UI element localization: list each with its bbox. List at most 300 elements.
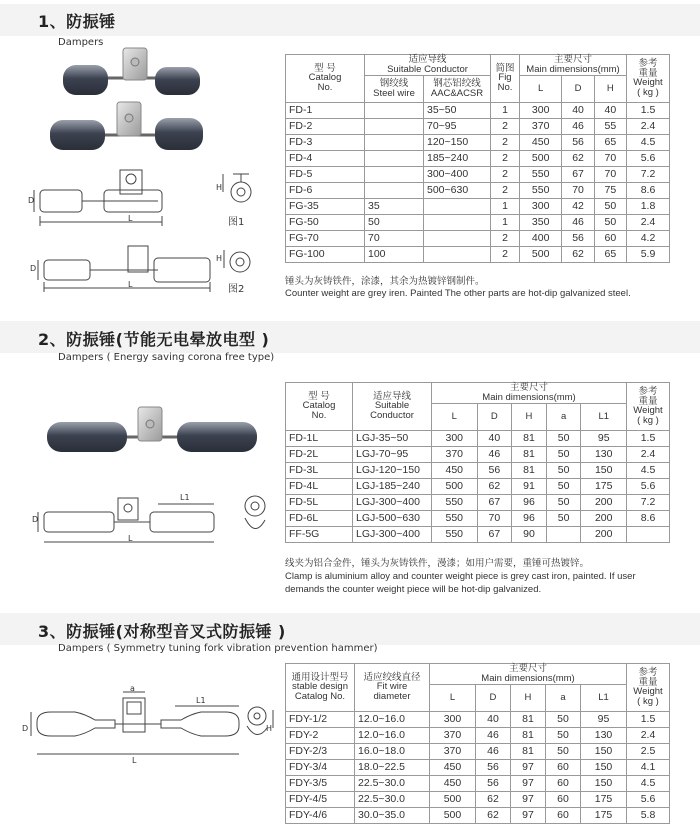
table-cell: 56: [477, 462, 512, 478]
t3-col-type-en2: Catalog No.: [294, 691, 346, 703]
table-cell: 2: [491, 230, 520, 246]
section1-note-cn: 锤头为灰铸铁件，涂漆，其余为热镀锌钢制件。: [285, 276, 485, 287]
table-row: [286, 198, 670, 214]
table-cell: [627, 526, 670, 542]
table-cell: 50: [546, 743, 581, 759]
table-cell: 81: [510, 727, 545, 743]
table-cell: 200: [581, 494, 627, 510]
table-cell: 1.8: [627, 198, 670, 214]
section2-title: 2、防振锤(节能无电晕放电型 ): [38, 330, 270, 349]
table-cell: FG-70: [286, 230, 365, 246]
table-cell: 60: [594, 230, 626, 246]
col-dim-header: [520, 55, 627, 76]
table-row: [286, 727, 670, 743]
table-cell: 8.6: [627, 510, 670, 526]
table-cell: 62: [475, 807, 510, 823]
section3-subtitle: Dampers ( Symmetry tuning fork vibration prevention hammer): [58, 643, 378, 654]
table-cell: 22.5~30.0: [355, 775, 430, 791]
table-cell: 62: [562, 150, 594, 166]
table-cell: 46: [477, 446, 512, 462]
table-cell: 40: [477, 430, 512, 446]
section1-title: 1、防振锤: [38, 12, 116, 31]
table-cell: [424, 198, 491, 214]
t2-col-cond-header: [353, 383, 432, 431]
t2-col-type-no: No.: [311, 410, 327, 422]
table-cell: 46: [475, 743, 510, 759]
col-weight-en: Weight: [633, 77, 663, 89]
section1-note-en: Counter weight are grey iren. Painted The other parts are hot-dip galvanized steel.: [285, 288, 631, 299]
table-cell: 50: [546, 727, 581, 743]
s2-dim-label-D: D: [32, 515, 39, 524]
section3-title: 3、防振锤(对称型音叉式防振锤 ): [38, 622, 286, 641]
table-cell: 56: [475, 775, 510, 791]
t3-col-type-header: [286, 664, 355, 712]
table-cell: 81: [512, 462, 547, 478]
table-row: [286, 743, 670, 759]
table-cell: 1.5: [627, 102, 670, 118]
col-type-en: Catalog: [308, 72, 342, 84]
table-cell: 300: [432, 430, 478, 446]
s3-dim-label-D: D: [22, 724, 29, 733]
table-cell: 96: [512, 510, 547, 526]
table-cell: FD-2: [286, 118, 365, 134]
table-row: [286, 791, 670, 807]
table-cell: 1: [491, 102, 520, 118]
table-cell: 370: [520, 118, 562, 134]
damper-photo-1: [55, 40, 205, 105]
table-cell: 50: [365, 214, 424, 230]
table-cell: 370: [430, 727, 476, 743]
table-cell: 5.6: [627, 478, 670, 494]
table-cell: 95: [581, 711, 627, 727]
col-steel-en: Steel wire: [373, 87, 415, 99]
s2-dim-label-L1: L1: [180, 493, 190, 502]
col-type-header: [286, 55, 365, 103]
table-cell: 2: [491, 166, 520, 182]
table-cell: 150: [581, 759, 627, 775]
table-cell: 56: [562, 230, 594, 246]
table-cell: 12.0~16.0: [355, 711, 430, 727]
drawing-section2: [30, 490, 275, 550]
table-cell: 4.5: [627, 462, 670, 478]
table-cell: 1.5: [627, 430, 670, 446]
col-steel-header: [365, 75, 424, 102]
t3-col-dim-en: Main dimensions(mm): [481, 672, 575, 684]
t2-col-type-header: [286, 383, 353, 431]
table-row: [286, 807, 670, 823]
table-cell: 35~50: [424, 102, 491, 118]
table-cell: 50: [546, 494, 581, 510]
col-type-cn: 型 号: [314, 62, 336, 74]
t2-col-weight-cn1: 参考: [638, 385, 658, 397]
table-cell: [365, 166, 424, 182]
table-cell: FD-4L: [286, 478, 353, 494]
table-cell: LGJ-185~240: [353, 478, 432, 494]
table-cell: 500~630: [424, 182, 491, 198]
t2-col-dim-header: [432, 383, 627, 404]
table-cell: 300: [520, 198, 562, 214]
t3-col-a-header: a: [546, 684, 581, 711]
t2-col-L-header: L: [432, 403, 478, 430]
section2-note-en2: demands the counter weight piece will be hot-dip galvanized.: [285, 584, 542, 595]
table-cell: 70: [594, 166, 626, 182]
table-cell: 2: [491, 134, 520, 150]
table-cell: LGJ-500~630: [353, 510, 432, 526]
fig2-dim-label-D: D: [30, 264, 37, 273]
table-cell: 90: [512, 526, 547, 542]
section2-note-en1: Clamp is aluminium alloy and counter weight piece is grey cast iron, painted. If user: [285, 571, 636, 582]
t3-col-L1-header: L1: [581, 684, 627, 711]
table-cell: FD-3: [286, 134, 365, 150]
table-cell: 550: [520, 166, 562, 182]
table-cell: 400: [520, 230, 562, 246]
table-cell: [365, 102, 424, 118]
t2-col-cond-en2: Conductor: [370, 410, 414, 422]
table-cell: 120~150: [424, 134, 491, 150]
t3-col-cond-header: [355, 664, 430, 712]
table-cell: 81: [512, 446, 547, 462]
table-row: [286, 134, 670, 150]
table-cell: 2: [491, 150, 520, 166]
t2-col-a-header: a: [546, 403, 581, 430]
table-cell: 42: [562, 198, 594, 214]
t3-col-cond-cn: 适应绞线直径: [363, 671, 421, 683]
table-cell: FD-6L: [286, 510, 353, 526]
t2-col-weight-header: [627, 383, 670, 431]
t2-col-L1-header: L1: [581, 403, 627, 430]
table-cell: 175: [581, 807, 627, 823]
table-cell: 96: [512, 494, 547, 510]
table-cell: 70: [562, 182, 594, 198]
table-row: [286, 150, 670, 166]
table-row: [286, 775, 670, 791]
table-cell: 175: [581, 791, 627, 807]
table-row: [286, 214, 670, 230]
t3-col-type-en1: stable design: [292, 681, 348, 693]
table-cell: 50: [546, 462, 581, 478]
fig1-label: 图1: [228, 217, 245, 228]
spec-table-2: [285, 382, 670, 543]
table-cell: 370: [430, 743, 476, 759]
table-cell: 50: [546, 510, 581, 526]
table-cell: 70: [594, 150, 626, 166]
table-cell: 1: [491, 214, 520, 230]
table-cell: 2: [491, 118, 520, 134]
table-row: [286, 478, 670, 494]
table-cell: 35: [365, 198, 424, 214]
fig2-dim-label-L: L: [128, 280, 133, 289]
table-cell: 500: [432, 478, 478, 494]
s3-dim-label-L1: L1: [196, 696, 206, 705]
table-cell: FDY-4/5: [286, 791, 355, 807]
table-row: [286, 230, 670, 246]
t2-col-H-header: H: [512, 403, 547, 430]
table-cell: 62: [562, 246, 594, 262]
s2-dim-label-L: L: [128, 534, 133, 543]
t3-col-H-header: H: [510, 684, 545, 711]
table-cell: 81: [510, 711, 545, 727]
table-cell: 70: [477, 510, 512, 526]
col-fig-no: No.: [497, 82, 513, 94]
t3-col-weight-unit: ( kg ): [637, 696, 659, 708]
table-cell: 70: [365, 230, 424, 246]
col-weight-cn1: 参考: [638, 57, 658, 69]
table-cell: 500: [430, 807, 476, 823]
col-cond-header: [365, 55, 491, 76]
t2-col-weight-cn2: 重量: [638, 395, 658, 407]
table-cell: FDY-3/5: [286, 775, 355, 791]
table-row: [286, 526, 670, 542]
table-cell: 60: [546, 807, 581, 823]
table-row: [286, 446, 670, 462]
t3-col-type-cn: 通用设计型号: [291, 671, 349, 683]
table-cell: FD-1L: [286, 430, 353, 446]
table-cell: 450: [430, 759, 476, 775]
table-cell: 18.0~22.5: [355, 759, 430, 775]
table-cell: 67: [477, 494, 512, 510]
col-steel-cn: 钢绞线: [379, 77, 409, 89]
table-cell: FG-50: [286, 214, 365, 230]
table-cell: 5.6: [627, 150, 670, 166]
table-cell: 550: [432, 510, 478, 526]
col-dim-cn: 主要尺寸: [553, 54, 592, 65]
section1-subtitle: Dampers: [58, 37, 104, 48]
table-cell: 4.5: [627, 775, 670, 791]
t2-col-dim-cn: 主要尺寸: [509, 382, 548, 393]
col-fig-en: Fig: [498, 72, 512, 84]
table-cell: 60: [546, 791, 581, 807]
col-aac-en: AAC&ACSR: [430, 87, 484, 99]
t3-col-dim-header: [430, 664, 627, 685]
table-cell: 450: [432, 462, 478, 478]
table-cell: FDY-2: [286, 727, 355, 743]
spec-table-3: [285, 663, 670, 824]
table-cell: 81: [512, 430, 547, 446]
table-cell: LGJ-120~150: [353, 462, 432, 478]
fig2-dim-label-H: H: [216, 254, 223, 263]
table-cell: 350: [520, 214, 562, 230]
t3-col-cond-en: Fit wire diameter: [373, 681, 411, 703]
table-cell: FD-5: [286, 166, 365, 182]
table-row: [286, 711, 670, 727]
table-cell: 4.5: [627, 134, 670, 150]
table-cell: 450: [520, 134, 562, 150]
table-cell: FD-6: [286, 182, 365, 198]
col-weight-cn2: 重量: [638, 67, 658, 79]
table-cell: 300~400: [424, 166, 491, 182]
drawing-section3: [25, 680, 280, 765]
table-cell: 550: [432, 494, 478, 510]
table-cell: 16.0~18.0: [355, 743, 430, 759]
table-cell: FD-1: [286, 102, 365, 118]
table-row: [286, 510, 670, 526]
col-cond-cn: 适应导线: [408, 54, 447, 65]
table-row: [286, 430, 670, 446]
table-cell: 500: [520, 150, 562, 166]
table-cell: 97: [510, 775, 545, 791]
table-row: [286, 462, 670, 478]
table-cell: FDY-4/6: [286, 807, 355, 823]
table-cell: LGJ-300~400: [353, 494, 432, 510]
table-cell: 200: [581, 510, 627, 526]
table-cell: 5.9: [627, 246, 670, 262]
t3-col-weight-header: [627, 664, 670, 712]
s3-dim-label-L: L: [132, 756, 137, 765]
table-cell: 7.2: [627, 494, 670, 510]
table-cell: 50: [594, 214, 626, 230]
table-cell: 67: [562, 166, 594, 182]
table-cell: 46: [475, 727, 510, 743]
dim-label-L: L: [128, 214, 133, 223]
t2-col-weight-unit: ( kg ): [637, 415, 659, 427]
fig2-label: 图2: [228, 284, 245, 295]
t2-col-dim-en: Main dimensions(mm): [482, 391, 576, 403]
t2-col-D-header: D: [477, 403, 512, 430]
table-row: [286, 118, 670, 134]
table-row: [286, 166, 670, 182]
table-cell: 46: [562, 118, 594, 134]
t2-col-type-cn: 型 号: [308, 390, 330, 402]
table-cell: FDY-3/4: [286, 759, 355, 775]
table-cell: 4.1: [627, 759, 670, 775]
table-cell: 65: [594, 134, 626, 150]
table-cell: 67: [477, 526, 512, 542]
col-weight-header: [627, 55, 670, 103]
t2-col-type-en: Catalog: [302, 400, 336, 412]
table-cell: FDY-1/2: [286, 711, 355, 727]
table-cell: FD-4: [286, 150, 365, 166]
table-cell: 130: [581, 727, 627, 743]
table-cell: FD-3L: [286, 462, 353, 478]
table-cell: 8.6: [627, 182, 670, 198]
table-cell: 2.4: [627, 727, 670, 743]
table-cell: 4.2: [627, 230, 670, 246]
col-type-no: No.: [317, 82, 333, 94]
table-row: [286, 759, 670, 775]
table-cell: 50: [546, 430, 581, 446]
t3-col-weight-cn2: 重量: [638, 676, 658, 688]
table-cell: 175: [581, 478, 627, 494]
table-cell: FG-100: [286, 246, 365, 262]
table-cell: 75: [594, 182, 626, 198]
table-row: [286, 494, 670, 510]
spec-table-1: [285, 54, 670, 263]
table-cell: LGJ-35~50: [353, 430, 432, 446]
table-cell: 97: [510, 807, 545, 823]
table-cell: 50: [546, 711, 581, 727]
t2-col-cond-cn: 适应导线: [372, 390, 411, 402]
table-cell: 22.5~30.0: [355, 791, 430, 807]
s3-dim-label-a: a: [130, 684, 135, 693]
table-cell: 70~95: [424, 118, 491, 134]
table-cell: 62: [477, 478, 512, 494]
damper-photo-2: [45, 100, 205, 155]
t2-col-weight-en: Weight: [633, 405, 663, 417]
col-L-header: L: [520, 75, 562, 102]
table-cell: 12.0~16.0: [355, 727, 430, 743]
col-aac-header: [424, 75, 491, 102]
table-cell: 300: [520, 102, 562, 118]
table-cell: LGJ-300~400: [353, 526, 432, 542]
table-cell: 56: [562, 134, 594, 150]
table-cell: 56: [475, 759, 510, 775]
table-cell: FD-5L: [286, 494, 353, 510]
dim-label-H: H: [216, 183, 223, 192]
table-cell: [365, 150, 424, 166]
table-cell: [546, 526, 581, 542]
table-cell: 40: [594, 102, 626, 118]
table-cell: 2.4: [627, 446, 670, 462]
table-cell: 7.2: [627, 166, 670, 182]
table-cell: [424, 246, 491, 262]
table-cell: 30.0~35.0: [355, 807, 430, 823]
table-cell: 500: [430, 791, 476, 807]
table-cell: 150: [581, 462, 627, 478]
col-aac-cn: 钢芯铝绞线: [433, 77, 481, 89]
table-cell: 65: [594, 246, 626, 262]
table-cell: 5.6: [627, 791, 670, 807]
table-cell: 1.5: [627, 711, 670, 727]
s3-dim-label-H: H: [266, 724, 273, 733]
table-cell: 40: [475, 711, 510, 727]
table-cell: 300: [430, 711, 476, 727]
t3-col-weight-en: Weight: [633, 686, 663, 698]
table-cell: 370: [432, 446, 478, 462]
col-fig-header: [491, 55, 520, 103]
table-cell: 150: [581, 743, 627, 759]
table-cell: 2.4: [627, 118, 670, 134]
table-cell: 55: [594, 118, 626, 134]
table-cell: 81: [510, 743, 545, 759]
table-cell: 5.8: [627, 807, 670, 823]
table-cell: 2: [491, 182, 520, 198]
col-D-header: D: [562, 75, 594, 102]
table-cell: 500: [520, 246, 562, 262]
dim-label-D: D: [28, 196, 35, 205]
table-cell: [424, 230, 491, 246]
table-cell: [365, 118, 424, 134]
table-cell: 100: [365, 246, 424, 262]
table-cell: 50: [594, 198, 626, 214]
col-cond-en: Suitable Conductor: [387, 63, 468, 75]
table-cell: 1: [491, 198, 520, 214]
table-cell: FG-35: [286, 198, 365, 214]
table-cell: 50: [546, 478, 581, 494]
table-cell: 60: [546, 759, 581, 775]
table-cell: [365, 134, 424, 150]
table-cell: 91: [512, 478, 547, 494]
table-cell: 46: [562, 214, 594, 230]
col-dim-en: Main dimensions(mm): [526, 63, 620, 75]
table-cell: [365, 182, 424, 198]
table-cell: LGJ-70~95: [353, 446, 432, 462]
table-cell: 550: [520, 182, 562, 198]
table-cell: 50: [546, 446, 581, 462]
table-cell: 185~240: [424, 150, 491, 166]
table-cell: 2.5: [627, 743, 670, 759]
table-cell: 40: [562, 102, 594, 118]
col-fig-cn: 简图: [495, 62, 515, 74]
t3-col-D-header: D: [475, 684, 510, 711]
table-cell: 150: [581, 775, 627, 791]
table-cell: 97: [510, 791, 545, 807]
col-weight-unit: ( kg ): [637, 87, 659, 99]
table-cell: 95: [581, 430, 627, 446]
table-cell: FD-2L: [286, 446, 353, 462]
table-cell: 450: [430, 775, 476, 791]
section2-note-cn: 线夹为铝合金件，锤头为灰铸铁件，漫漆；如用户需要，重锤可热镀锌。: [285, 558, 590, 569]
table-cell: 550: [432, 526, 478, 542]
